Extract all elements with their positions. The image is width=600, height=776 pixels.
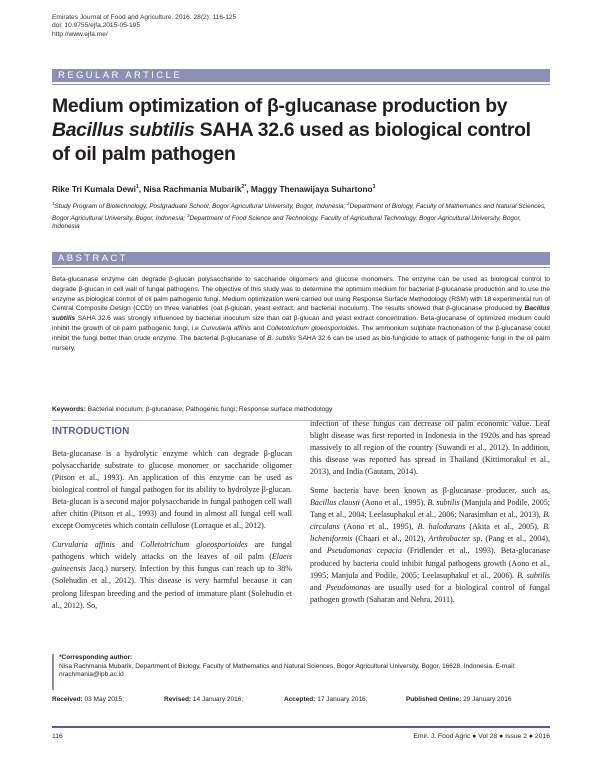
section-label-bar: REGULAR ARTICLE [52, 69, 550, 82]
corresponding-author-box [52, 654, 550, 690]
keywords-label: Keywords: [52, 406, 86, 413]
footer-divider [52, 726, 550, 728]
author-sup: 1 [135, 184, 139, 191]
keywords [52, 406, 332, 413]
revised-date: Revised: 14 January 2016; [164, 696, 244, 703]
footer-journal: Emir. J. Food Agric ● Vol 28 ● Issue 2 ● 2016 [413, 733, 550, 740]
title-line-1: Medium optimization of β-glucanase production by [52, 95, 508, 117]
affiliations: $^1$Study Program of Biotechnology, Postgraduate School, Bogor Agricultural University, Bogor, Indonesia; $^2$Department of Biology, Faculty of Mathematics and Natural Sciences, Bogor Agricultural University, Bogor, Indonesia; $^3$Department of Food Science and Technology, Faculty of Agricultural Technology, Bogor Agricultural University, Bogor, Indonesia [52, 201, 546, 231]
keywords-text: Bacterial inoculum; β-glucanase; Pathogenic fungi; Response surface methodology [85, 406, 333, 413]
author-name: Rike Tri Kumala Dewi [52, 184, 136, 194]
article-title [52, 94, 550, 166]
journal-meta [52, 14, 236, 39]
author-sup: 3 [372, 184, 376, 191]
body-column-left [52, 448, 292, 619]
journal-citation: Emirates Journal of Food and Agriculture. 2016. 28(2): 116-125 [52, 14, 237, 21]
paragraph: Curvularia affinis and Colletotrichum gloeosporioides are fungal pathogens which widely attacks on the leaves of oil palm (Elaeis guineensis Jacq.) nursery. Infection by this fungus can reach up to 38% (Solehudin et al., 2012). This disease is very harmful because it can prolong lifespan breeding and the period of immature plant (Solehudin et al., 2012). So, [52, 540, 293, 610]
corresponding-details: Nisa Rachmania Mubarik, Department of Biology, Faculty of Mathematics and Natural Sciences, Bogor Agricultural University, Bogor, 16628. Indonesia. E-mail: nrachmania@ipb.ac.id [59, 662, 516, 679]
published-date: Published Online: 29 January 2016 [406, 696, 512, 703]
affiliation-2: Department of Biology, Faculty of Mathematics and Natural Sciences, Bogor Agricultural University, Bogor, Indonesia; [52, 203, 546, 222]
author-list: Rike Tri Kumala Dewi$^1$, Nisa Rachmania Mubarik$^{2*}$, Maggy Thenawijaya Suhartono$^3$ [52, 184, 376, 194]
accepted-date: Accepted: 17 January 2016; [284, 696, 368, 703]
abstract-label-bar: ABSTRACT [52, 252, 550, 265]
title-species: Bacillus subtilis [52, 119, 195, 141]
corresponding-label: *Corresponding author: [59, 654, 133, 661]
author-name: Nisa Rachmania Mubarik [143, 184, 242, 194]
doi: doi: 10.9755/ejfa.2015-05-195 [52, 22, 140, 30]
title-line-2: SAHA 32.6 used as biological control [194, 119, 531, 141]
paragraph: infection of these fungus can decrease oil palm economic value. Leaf blight disease was first reported in Indonesia in the 1920s and has spread massively to all region of the country (Suwandi et al., 2012). In addition, this disease was reported has spread in Thailand (Kittimorakul et al., 2013), and India (Gautam, 2014). [310, 419, 550, 477]
paragraph: Beta-glucanase is a hydrolytic enzyme which can degrade β-glucan polysaccharide substrate to glucose monomer or saccharide oligomer (Pitson et al., 1993). An application of this enzyme can be used as biological control of fungal pathogen for its ability to hydrolyze β-glucan. Beta-glucan is a second major polysaccharide in fungal pathogen cell wall after chitin (Pitson et al., 1993) and found in almost all fungal cell wall except Oomycetes which contain cellulose (Lorraque et al., 2012). [52, 449, 292, 531]
journal-url[interactable]: http://www.ejfa.me/ [52, 30, 108, 38]
body-column-right [310, 418, 550, 613]
affiliation-1: Study Program of Biotechnology, Postgraduate School, Bogor Agricultural University, Bogor, Indonesia; [54, 203, 348, 211]
title-line-3: of oil palm pathogen [52, 143, 236, 165]
author-name: Maggy Thenawijaya Suhartono [250, 184, 373, 194]
received-date: Received: 03 May 2015; [52, 696, 124, 703]
abstract-text: Beta-glucanase enzyme can degrade β-glucan polysaccharide to saccharide oligomers and glucose monomers. The enzyme can be used as biological control to degrade β-glucan in cell wall of fungal pathogens. The objective of this study was to determine the optimum medium for bacterial β-glucanase production and to use the enzyme as biological control of oil palm pathogenic fungi. Medium optimization were carried out using Response Surface Methodology (RSM) with 18 experimental run of Central Composite Design (CCD) on three variables (oat β-glucan, yeast extract, and bacterial inoculum). The results showed that β-glucanase produced by Bacillus subtilis SAHA 32.6 was strongly influenced by bacterial inoculum size than oat β-glucan and yeast extract concentration. Beta-glucanase of optimized medium could inhibit the growth of oil palm pathogenic fungi, i.e Curvularia affinis and Colletotrichum gloeosporioides. The ammonium sulphate fractionation of the β-glucanase could inhibit the fungi better than crude enzyme. The bacterial β-glucanase of B. subtilis SAHA 32.6 can be used as bio-fungicide to attack of pathogenic fungi in the oil palm nursery. [52, 276, 550, 352]
author-sup: 2* [241, 184, 247, 191]
page-number: 116 [52, 733, 63, 740]
paragraph: Some bacteria have been known as β-glucanase producer, such as, Bacillus clausii (Aono et al., 1995), B. subtilis (Manjula and Podile, 2005; Tang et al., 2004; Leelasuphakul et al., 2006; Narasimhan et al., 2013), B. circulans (Aono et al., 1995), B. halodurans (Akita et al., 2005), B. licheniformis (Chaari et al., 2012), Arthrobacter sp. (Pang et al., 2004), and Pseudomonas cepacia (Fridlender et al., 1993). Beta-glucanase produced by bacteria could inhibit fungal pathogens growth (Aono et al., 1995; Manjula and Podile, 2005; Leelasuphakul et al., 2006). B. subtilis and Pseudomonas are usually used for a biological control of fungal pathogen growth (Saharan and Nehra, 2011). [310, 486, 551, 604]
introduction-heading: INTRODUCTION [52, 426, 130, 437]
affiliation-3: Department of Food Science and Technology, Faculty of Agricultural Technology, Bogor Agricultural University, Bogor, Indonesia [52, 214, 522, 231]
